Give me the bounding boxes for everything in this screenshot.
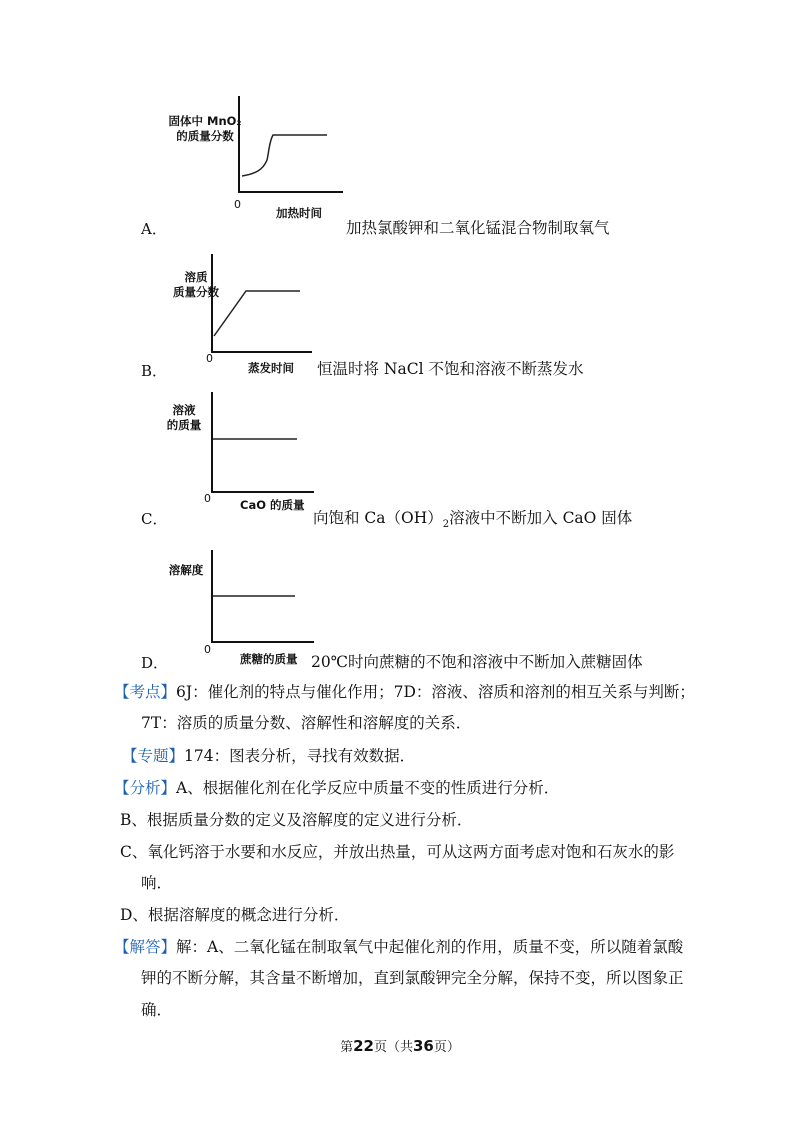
jieda-line2: 钾的不断分解，其含量不断增加，直到氯酸钾完全分解，保持不变，所以图象正 (141, 969, 684, 987)
fenxi-line-d: D、根据溶解度的概念进行分析． (120, 906, 350, 924)
option-d-label: D． (141, 654, 169, 672)
graph-b-axes (212, 254, 312, 352)
footer-prefix: 第 (340, 1040, 354, 1055)
graph-c-origin-label: 0 (204, 492, 211, 505)
fenxi-line-a (114, 777, 559, 799)
graph-a-plot (225, 90, 355, 202)
option-d-description: 20℃时向蔗糖的不饱和溶液中不断加入蔗糖固体 (311, 653, 643, 671)
graph-a-xlabel: 加热时间 (276, 206, 322, 220)
fenxi-line-c1: C、氧化钙溶于水要和水反应，并放出热量，可从这两方面考虑对饱和石灰水的影 (120, 843, 675, 861)
graph-c-axes (212, 392, 314, 492)
footer-mid: 页（共 (373, 1040, 413, 1055)
jieda-text1: 解：A、二氧化锰在制取氧气中起催化剂的作用，质量不变，所以随着氯酸 (176, 938, 684, 956)
option-c-label: C． (141, 510, 168, 528)
graph-c-plot (200, 386, 320, 496)
kaodian-line1 (114, 681, 695, 703)
option-a-label: A． (141, 220, 167, 238)
fenxi-line-c2: 响． (141, 874, 173, 892)
graph-d-origin-label: 0 (204, 643, 211, 656)
kaodian-line2: 7T：溶质的质量分数、溶解性和溶解度的关系． (141, 714, 472, 732)
kaodian-tag: 【考点】 (114, 683, 177, 701)
jieda-line3: 确． (141, 1001, 173, 1019)
graph-b-origin-label: 0 (206, 352, 213, 365)
graph-b-ylabel-line1: 溶质 (184, 270, 208, 284)
graph-d-ylabel-line1: 溶解度 (168, 563, 204, 577)
zhuanti-line (122, 745, 415, 767)
graph-b-xlabel: 蒸发时间 (248, 361, 294, 375)
option-b-description: 恒温时将 NaCl 不饱和溶液不断蒸发水 (317, 360, 584, 378)
graph-b-plot (200, 250, 320, 356)
zhuanti-text: 174：图表分析，寻找有效数据． (184, 747, 416, 765)
footer-suffix: 页） (433, 1040, 460, 1055)
option-c-subscript: 2 (442, 519, 450, 531)
zhuanti-tag: 【专题】 (122, 747, 185, 765)
graph-d-xlabel: 蔗糖的质量 (240, 652, 298, 666)
kaodian-text1: 6J：催化剂的特点与催化作用；7D：溶液、溶质和溶剂的相互关系与判断； (176, 683, 695, 701)
jieda-line1 (114, 936, 683, 958)
option-c-description-part2: 溶液中不断加入 CaO 固体 (449, 509, 633, 527)
graph-c-ylabel-line1: 溶液 (172, 403, 196, 417)
option-c-description (313, 506, 632, 530)
graph-a-ylabel-line1: 固体中 MnO₂ (168, 114, 242, 128)
fenxi-line-b: B、根据质量分数的定义及溶解度的定义进行分析． (120, 811, 473, 829)
fenxi-a-text: A、根据催化剂在化学反应中质量不变的性质进行分析． (176, 779, 560, 797)
graph-d-plot (200, 544, 320, 644)
graph-c-ylabel-line2: 的质量 (166, 418, 202, 432)
graph-a-origin-label: 0 (234, 198, 241, 211)
footer-total-pages: 36 (413, 1037, 434, 1055)
footer-page-number: 22 (353, 1037, 374, 1055)
option-b-label: B． (141, 362, 168, 380)
graph-a-curve (242, 135, 327, 176)
graph-a-axes (239, 96, 343, 192)
graph-b-ylabel-line2: 质量分数 (173, 285, 219, 299)
page-footer (0, 1036, 800, 1055)
graph-a-ylabel-line2: 的质量分数 (176, 129, 234, 143)
graph-b-line (214, 291, 300, 336)
graph-c-xlabel: CaO 的质量 (240, 498, 305, 512)
fenxi-tag: 【分析】 (114, 779, 177, 797)
option-c-description-part1: 向饱和 Ca（OH） (313, 509, 443, 527)
option-a-description: 加热氯酸钾和二氧化锰混合物制取氧气 (346, 219, 610, 237)
jieda-tag: 【解答】 (114, 938, 177, 956)
